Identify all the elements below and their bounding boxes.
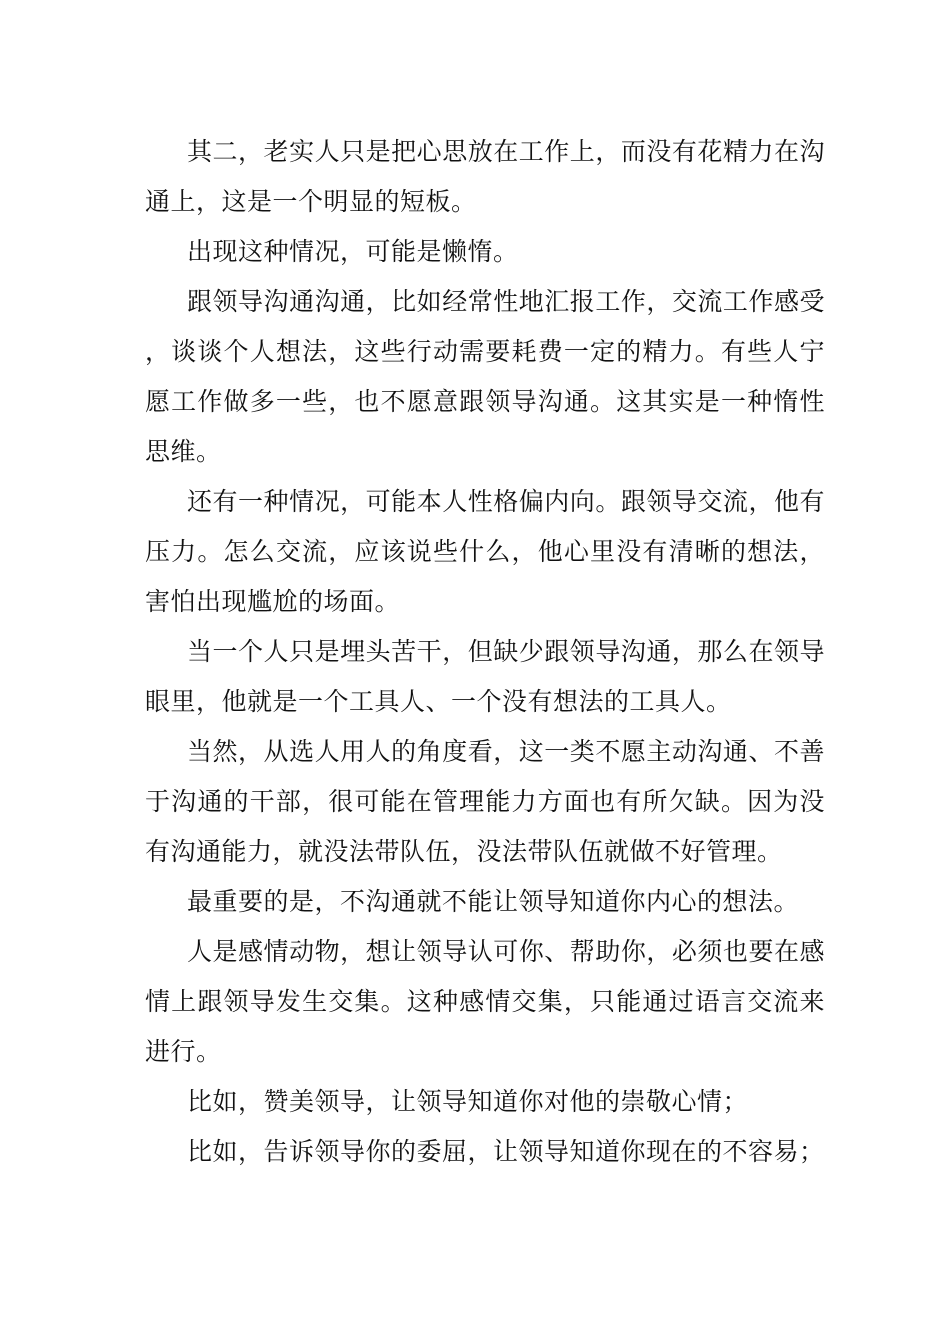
paragraph: 人是感情动物，想让领导认可你、帮助你，必须也要在感情上跟领导发生交集。这种感情交集，只能通过语言交流来进行。 xyxy=(145,937,825,1066)
paragraph: 比如，赞美领导，让领导知道你对他的崇敬心情； xyxy=(187,1087,749,1116)
paragraph: 出现这种情况，可能是懒惰。 xyxy=(187,237,519,266)
paragraph: 比如，告诉领导你的委屈，让领导知道你现在的不容易； xyxy=(187,1137,825,1166)
paragraph: 跟领导沟通沟通，比如经常性地汇报工作，交流工作感受，谈谈个人想法，这些行动需要耗费一定的精力。有些人宁愿工作做多一些，也不愿意跟领导沟通。这其实是一种惰性思维。 xyxy=(145,287,825,466)
document-page xyxy=(145,127,825,1177)
paragraph: 其二，老实人只是把心思放在工作上，而没有花精力在沟通上，这是一个明显的短板。 xyxy=(145,137,825,216)
paragraph: 最重要的是，不沟通就不能让领导知道你内心的想法。 xyxy=(187,887,800,916)
paragraph: 还有一种情况，可能本人性格偏内向。跟领导交流，他有压力。怎么交流，应该说些什么，他心里没有清晰的想法，害怕出现尴尬的场面。 xyxy=(145,487,825,616)
paragraph: 当然，从选人用人的角度看，这一类不愿主动沟通、不善于沟通的干部，很可能在管理能力方面也有所欠缺。因为没有沟通能力，就没法带队伍，没法带队伍就做不好管理。 xyxy=(145,737,825,866)
paragraph: 当一个人只是埋头苦干，但缺少跟领导沟通，那么在领导眼里，他就是一个工具人、一个没有想法的工具人。 xyxy=(145,637,825,716)
